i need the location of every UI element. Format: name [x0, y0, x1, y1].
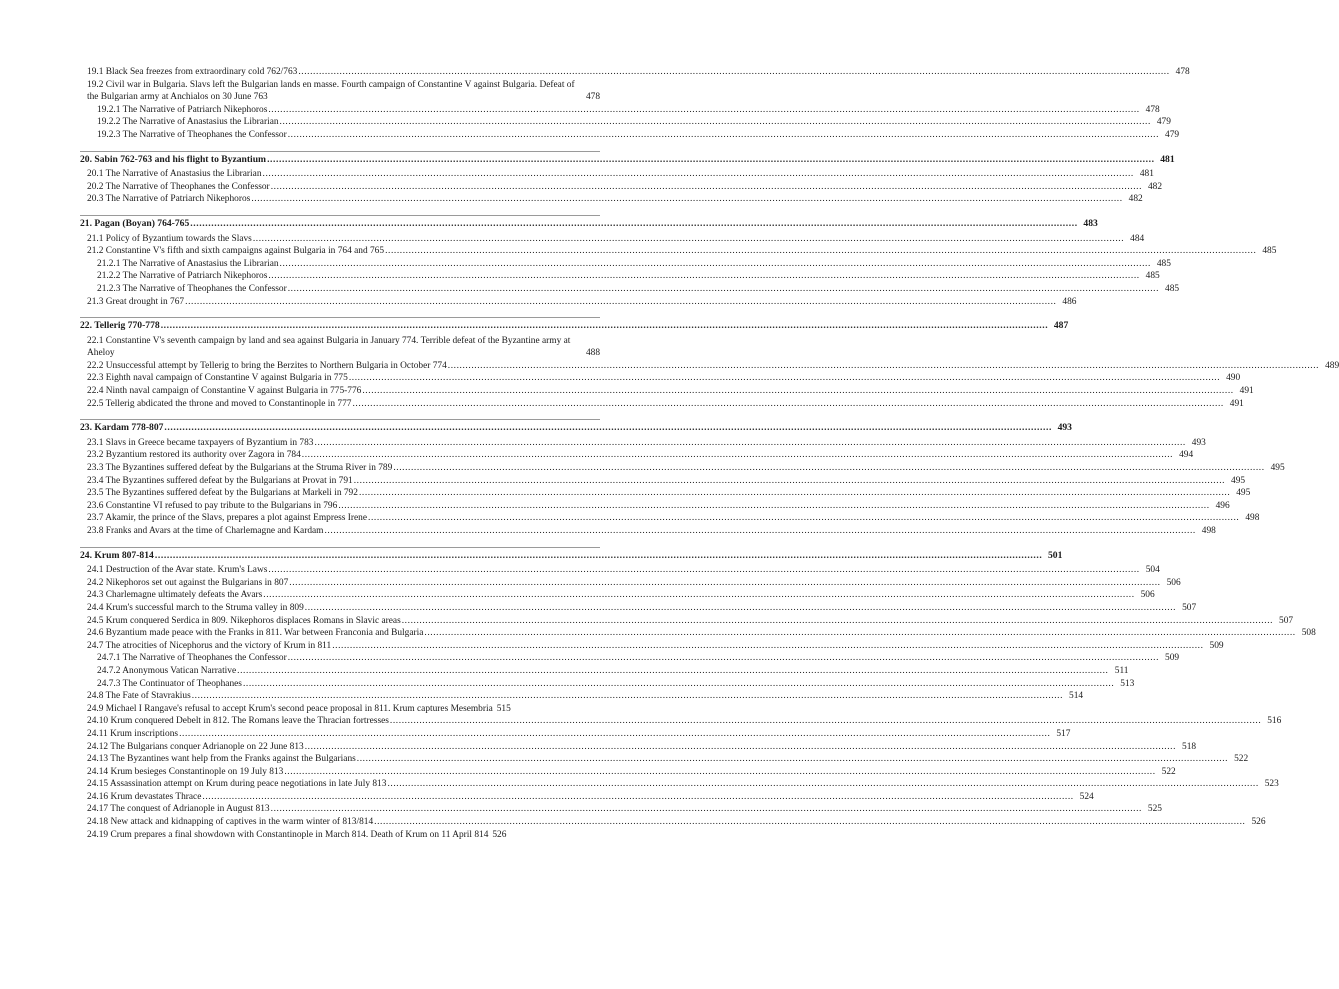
toc-entry-title: 24.19 Crum prepares a final showdown with Constantinople in March 814. Death of Krum on 11 April 814 [87, 829, 489, 840]
toc-section-entry[interactable] [80, 803, 1162, 816]
toc-page-number: 489 [1325, 360, 1339, 371]
toc-page-number: 487 [1053, 320, 1069, 332]
toc-page-number: 490 [1226, 373, 1241, 384]
toc-entry-title: 22.5 Tellerig abdicated the throne and moved to Constantinople in 777 [87, 398, 352, 409]
dot-leader [288, 283, 1159, 296]
toc-page-number: 494 [1179, 450, 1194, 461]
toc-section-entry[interactable] [80, 665, 1129, 678]
dot-leader [185, 296, 1056, 309]
toc-section-entry[interactable] [80, 270, 1160, 283]
toc-chapter-entry[interactable] [80, 217, 1098, 231]
toc-chapter-entry[interactable] [80, 153, 1175, 167]
dot-leader [368, 512, 1239, 525]
dot-leader [289, 577, 1160, 590]
dot-leader [352, 398, 1223, 411]
dot-leader [332, 640, 1203, 653]
toc-page-number: 522 [1234, 754, 1249, 765]
toc-chapter-entry[interactable] [80, 422, 1072, 435]
toc-entry-title: 24.7.3 The Continuator of Theophanes [97, 678, 242, 689]
toc-entry-title: 19.2.1 The Narrative of Patriarch Nikephoros [97, 104, 268, 115]
toc-entry-title: 24. Krum 807-814 [80, 549, 154, 561]
dot-leader [237, 665, 1108, 678]
toc-page-number: 496 [1215, 500, 1230, 511]
dot-leader [288, 129, 1159, 142]
toc-entry-title: 19.2.2 The Narrative of Anastasius the Librarian [97, 117, 279, 128]
toc-page-number: 518 [1182, 741, 1197, 752]
toc-entry-title: 20.1 The Narrative of Anastasius the Librarian [87, 169, 262, 180]
toc-page-number: 478 [1175, 67, 1190, 77]
toc-section-entry[interactable] [80, 741, 1197, 754]
toc-page-number: 498 [1201, 526, 1216, 536]
dot-leader [298, 66, 1169, 79]
dot-leader [324, 525, 1195, 538]
toc-section-entry[interactable] [80, 372, 1241, 385]
dot-leader [305, 602, 1176, 615]
toc-page-number: 479 [1156, 117, 1171, 128]
toc-entry-title: 24.7.1 The Narrative of Theophanes the Confessor [97, 653, 287, 664]
toc-page-number: 491 [1229, 398, 1244, 409]
toc-section-entry[interactable] [80, 728, 1071, 741]
toc-section-entry[interactable] [80, 678, 1135, 691]
toc-section-entry[interactable] [80, 385, 1254, 398]
toc-entry-title: 24.14 Krum besieges Constantinople on 19 July 813 [87, 766, 284, 777]
toc-entry-title: 21.2 Constantine V's fifth and sixth campaigns against Bulgaria in 764 and 765 [87, 246, 385, 257]
toc-entry-title: 22.2 Unsuccessful attempt by Tellerig to bring the Berzites to Northern Bulgaria in October 774 [87, 360, 447, 371]
toc-entry-title: 23.1 Slavs in Greece became taxpayers of Byzantium in 783 [87, 437, 314, 448]
toc-entry-title: 22.4 Ninth naval campaign of Constantine V against Bulgaria in 775-776 [87, 386, 362, 397]
toc-entry-title: 22.1 Constantine V's seventh campaign by land and sea against Bulgaria in January 774. Terrible defeat of the Byzantine army at Aheloy [87, 335, 571, 359]
toc-section-entry[interactable] [80, 168, 1154, 181]
toc-section-entry[interactable] [80, 615, 1294, 628]
toc-entry-title: 20.3 The Narrative of Patriarch Nikephoros [87, 194, 251, 205]
toc-section-entry[interactable] [80, 753, 1249, 766]
section-divider [80, 215, 600, 216]
toc-page-number: 485 [1165, 283, 1180, 294]
toc-chapter-entry[interactable] [80, 549, 1063, 563]
dot-leader [338, 500, 1209, 513]
section-divider [80, 151, 600, 152]
dot-leader [243, 678, 1114, 691]
dot-leader [271, 181, 1142, 194]
toc-page-number: 482 [1147, 181, 1163, 192]
toc-section-entry[interactable] [80, 703, 600, 716]
toc-entry-title: 24.4 Krum's successful march to the Struma valley in 809 [87, 602, 304, 613]
toc-page-number: 507 [1182, 602, 1197, 613]
dot-leader [359, 487, 1230, 500]
dot-leader [357, 753, 1228, 766]
toc-entry-title: 23.8 Franks and Avars at the time of Charlemagne and Kardam [87, 526, 324, 536]
dot-leader [268, 104, 1139, 117]
dot-leader [192, 690, 1063, 703]
toc-section-entry[interactable] [80, 715, 1282, 728]
toc-page-number: 484 [1130, 233, 1145, 244]
dot-leader [305, 741, 1176, 754]
toc-entry-title: 22.3 Eighth naval campaign of Constantine V against Bulgaria in 775 [87, 373, 348, 384]
toc-section-entry[interactable] [80, 829, 600, 842]
toc-entry-title: 24.3 Charlemagne ultimately defeats the Avars [87, 590, 263, 601]
toc-entry-title: 24.15 Assassination attempt on Krum during peace negotiations in late July 813 [87, 779, 387, 790]
toc-page-number: 486 [1062, 296, 1077, 307]
toc-page-number: 495 [1270, 463, 1285, 474]
toc-section-entry[interactable] [80, 233, 1145, 246]
dot-leader [362, 385, 1233, 398]
dot-leader [263, 168, 1134, 181]
toc-section-entry[interactable] [80, 181, 1163, 194]
dot-leader [190, 218, 1078, 231]
dot-leader [387, 778, 1258, 791]
toc-page-number: 509 [1165, 653, 1180, 664]
dot-leader [251, 193, 1122, 206]
toc-section-entry[interactable] [80, 602, 1197, 615]
toc-section-entry[interactable] [80, 258, 1171, 271]
toc-entry-title: 19.1 Black Sea freezes from extraordinary cold 762/763 [87, 67, 298, 77]
toc-page-number: 481 [1139, 169, 1154, 180]
toc-entry-title: 24.16 Krum devastates Thrace [87, 791, 202, 802]
dot-leader [155, 550, 1043, 563]
toc-section-entry[interactable] [80, 66, 1190, 79]
toc-page-number: 513 [1120, 678, 1135, 689]
toc-entry-title: 20. Sabin 762-763 and his flight to Byzantium [80, 153, 267, 165]
toc-section-entry[interactable] [80, 283, 1180, 296]
toc-page-number: 525 [1147, 804, 1162, 815]
toc-entry-title: 21.2.2 The Narrative of Patriarch Nikephoros [97, 271, 268, 282]
toc-page-number: 491 [1239, 386, 1254, 397]
toc-entry-title: 21.1 Policy of Byzantium towards the Slavs [87, 233, 252, 244]
dot-leader [253, 233, 1124, 246]
toc-entry-title: 24.17 The conquest of Adrianople in August 813 [87, 804, 270, 815]
dot-leader [402, 615, 1273, 628]
toc-page-number: 485 [1262, 246, 1277, 257]
toc-entry-title: 24.8 The Fate of Stavrakius [87, 691, 191, 702]
toc-section-entry[interactable] [80, 335, 600, 360]
toc-page-number: 498 [1245, 513, 1260, 524]
dot-leader [263, 589, 1134, 602]
toc-page-number: 495 [1231, 475, 1246, 486]
toc-page-number: 493 [1191, 437, 1206, 448]
toc-page-number: 524 [1079, 791, 1094, 802]
toc-page-number: 482 [1128, 194, 1143, 205]
toc-section-entry[interactable] [80, 778, 1279, 791]
toc-section-entry[interactable] [80, 640, 1224, 653]
toc-entry-title: 24.7.2 Anonymous Vatican Narrative [97, 665, 237, 676]
toc-section-entry[interactable] [80, 589, 1155, 602]
dot-leader [280, 116, 1151, 129]
toc-section-entry[interactable] [80, 462, 1285, 475]
dot-leader [288, 652, 1159, 665]
toc-entry-title: 21.2.3 The Narrative of Theophanes the Confessor [97, 283, 287, 294]
toc-page-number: 488 [585, 348, 600, 359]
toc-section-entry[interactable] [80, 437, 1206, 450]
toc-entry-title: 21. Pagan (Boyan) 764-765 [80, 217, 190, 229]
dot-leader [268, 564, 1139, 577]
toc-section-entry[interactable] [80, 791, 1094, 804]
toc-page-number: 485 [1145, 271, 1160, 282]
toc-page-number: 522 [1161, 766, 1176, 777]
toc-entry-title: 19.2 Civil war in Bulgaria. Slavs left the Bulgarian lands en masse. Fourth campaign of Constantine V against Bulgaria. Defeat of the Bulgarian army at Anchialos on 30 June 763 [87, 79, 575, 103]
toc-page-number: 493 [1057, 422, 1072, 434]
toc-page-number: 507 [1279, 615, 1294, 626]
dot-leader [349, 372, 1220, 385]
toc-page-number: 483 [1083, 217, 1098, 229]
toc-section-entry[interactable] [80, 104, 1160, 117]
toc-page-number: 508 [1301, 628, 1316, 639]
toc-section-entry[interactable] [80, 564, 1160, 577]
toc-page-number: 485 [1156, 258, 1171, 269]
dot-leader [202, 791, 1073, 804]
toc-entry-title: 23.7 Akamir, the prince of the Slavs, prepares a plot against Empress Irene [87, 513, 368, 524]
dot-leader [161, 320, 1049, 333]
dot-leader [385, 245, 1256, 258]
dot-leader [179, 728, 1050, 741]
toc-page-number: 501 [1047, 549, 1063, 561]
toc-entry-title: 24.2 Nikephoros set out against the Bulgarians in 807 [87, 577, 289, 588]
toc-section-entry[interactable] [80, 525, 1216, 538]
toc-entry-title: 23.4 The Byzantines suffered defeat by the Bulgarians at Provat in 791 [87, 475, 353, 486]
dot-leader [271, 803, 1142, 816]
toc-entry-title: 24.6 Byzantium made peace with the Franks in 811. War between Franconia and Bulgaria [87, 628, 424, 639]
dot-leader [280, 258, 1151, 271]
toc-entry-title: 21.3 Great drought in 767 [87, 296, 185, 307]
toc-page-number: 479 [1165, 129, 1180, 140]
toc-page-number: 495 [1236, 488, 1251, 499]
section-divider [80, 419, 600, 420]
toc-page-number: 481 [1160, 153, 1175, 165]
toc-section-entry[interactable] [80, 500, 1230, 513]
section-divider [80, 317, 600, 318]
dot-leader [302, 449, 1173, 462]
toc-section-entry[interactable] [80, 690, 1084, 703]
toc-entry-title: 24.13 The Byzantines want help from the Franks against the Bulgarians [87, 754, 356, 765]
toc-entry-title: 24.5 Krum conquered Serdica in 809. Nikephoros displaces Romans in Slavic areas [87, 615, 401, 626]
toc-page-number: 478 [585, 92, 600, 103]
toc-section-entry[interactable] [80, 577, 1181, 590]
toc-entry-title: 23. Kardam 778-807 [80, 422, 164, 434]
toc-page-number: 509 [1209, 640, 1224, 651]
dot-leader [448, 360, 1319, 373]
dot-leader [284, 766, 1155, 779]
toc-section-entry[interactable] [80, 627, 1316, 640]
toc-entry-title: 23.3 The Byzantines suffered defeat by the Bulgarians at the Struma River in 789 [87, 463, 393, 474]
toc-chapter-entry[interactable] [80, 320, 1069, 333]
dot-leader [393, 462, 1264, 475]
dot-leader [267, 154, 1155, 167]
toc-section-entry[interactable] [80, 116, 1171, 129]
dot-leader [424, 627, 1295, 640]
toc-entry-title: 24.9 Michael I Rangave's refusal to accept Krum's second peace proposal in 811. Krum captures Mesembria [87, 703, 493, 714]
toc-section-entry[interactable] [80, 652, 1180, 665]
dot-leader [268, 270, 1139, 283]
toc-section-entry[interactable] [80, 360, 1339, 373]
dot-leader [315, 437, 1186, 450]
table-of-contents [80, 66, 1339, 841]
toc-page-number: 506 [1140, 590, 1155, 601]
toc-entry-title: 20.2 The Narrative of Theophanes the Confessor [87, 181, 270, 192]
toc-entry-title: 24.7 The atrocities of Nicephorus and the victory of Krum in 811 [87, 640, 332, 651]
toc-page-number: 526 [1251, 817, 1266, 828]
toc-page-number: 478 [1145, 104, 1160, 115]
toc-section-entry[interactable] [80, 398, 1244, 411]
dot-leader [390, 715, 1261, 728]
toc-entry-title: 24.12 The Bulgarians conquer Adrianople on 22 June 813 [87, 741, 304, 752]
toc-section-entry[interactable] [80, 816, 1266, 829]
dot-leader [374, 816, 1245, 829]
dot-leader [164, 422, 1052, 435]
toc-entry-title: 24.11 Krum inscriptions [87, 728, 179, 739]
toc-section-entry[interactable] [80, 512, 1260, 525]
toc-section-entry[interactable] [80, 449, 1194, 462]
toc-section-entry[interactable] [80, 296, 1077, 309]
toc-page-number: 506 [1166, 577, 1181, 588]
toc-page-number: 514 [1069, 691, 1084, 702]
toc-section-entry[interactable] [80, 193, 1143, 206]
toc-entry-title: 24.18 New attack and kidnapping of captives in the warm winter of 813/814 [87, 817, 374, 828]
toc-page-number: 523 [1264, 779, 1279, 790]
toc-section-entry[interactable] [80, 766, 1176, 779]
toc-entry-title: 19.2.3 The Narrative of Theophanes the Confessor [97, 129, 287, 140]
toc-section-entry[interactable] [80, 475, 1246, 488]
section-divider [80, 547, 600, 548]
toc-entry-title: 23.5 The Byzantines suffered defeat by the Bulgarians at Markeli in 792 [87, 488, 358, 499]
toc-page-number: 504 [1145, 565, 1160, 576]
toc-page-number: 517 [1056, 728, 1071, 739]
toc-page-number: 515 [496, 703, 511, 714]
toc-entry-title: 24.1 Destruction of the Avar state. Krum's Laws [87, 565, 268, 576]
toc-page-number: 511 [1114, 665, 1129, 676]
toc-page-number: 526 [492, 829, 507, 840]
toc-entry-title: 21.2.1 The Narrative of Anastasius the Librarian [97, 258, 279, 269]
dot-leader [354, 475, 1225, 488]
toc-entry-title: 22. Tellerig 770-778 [80, 320, 160, 332]
toc-section-entry[interactable] [80, 487, 1251, 500]
toc-page-number: 516 [1267, 716, 1282, 727]
toc-entry-title: 23.6 Constantine VI refused to pay tribute to the Bulgarians in 796 [87, 500, 338, 511]
toc-section-entry[interactable] [80, 129, 1180, 142]
toc-entry-title: 23.2 Byzantium restored its authority over Zagora in 784 [87, 450, 301, 461]
toc-section-entry[interactable] [80, 245, 1277, 258]
toc-section-entry[interactable] [80, 79, 600, 104]
toc-entry-title: 24.10 Krum conquered Debelt in 812. The Romans leave the Thracian fortresses [87, 716, 389, 727]
